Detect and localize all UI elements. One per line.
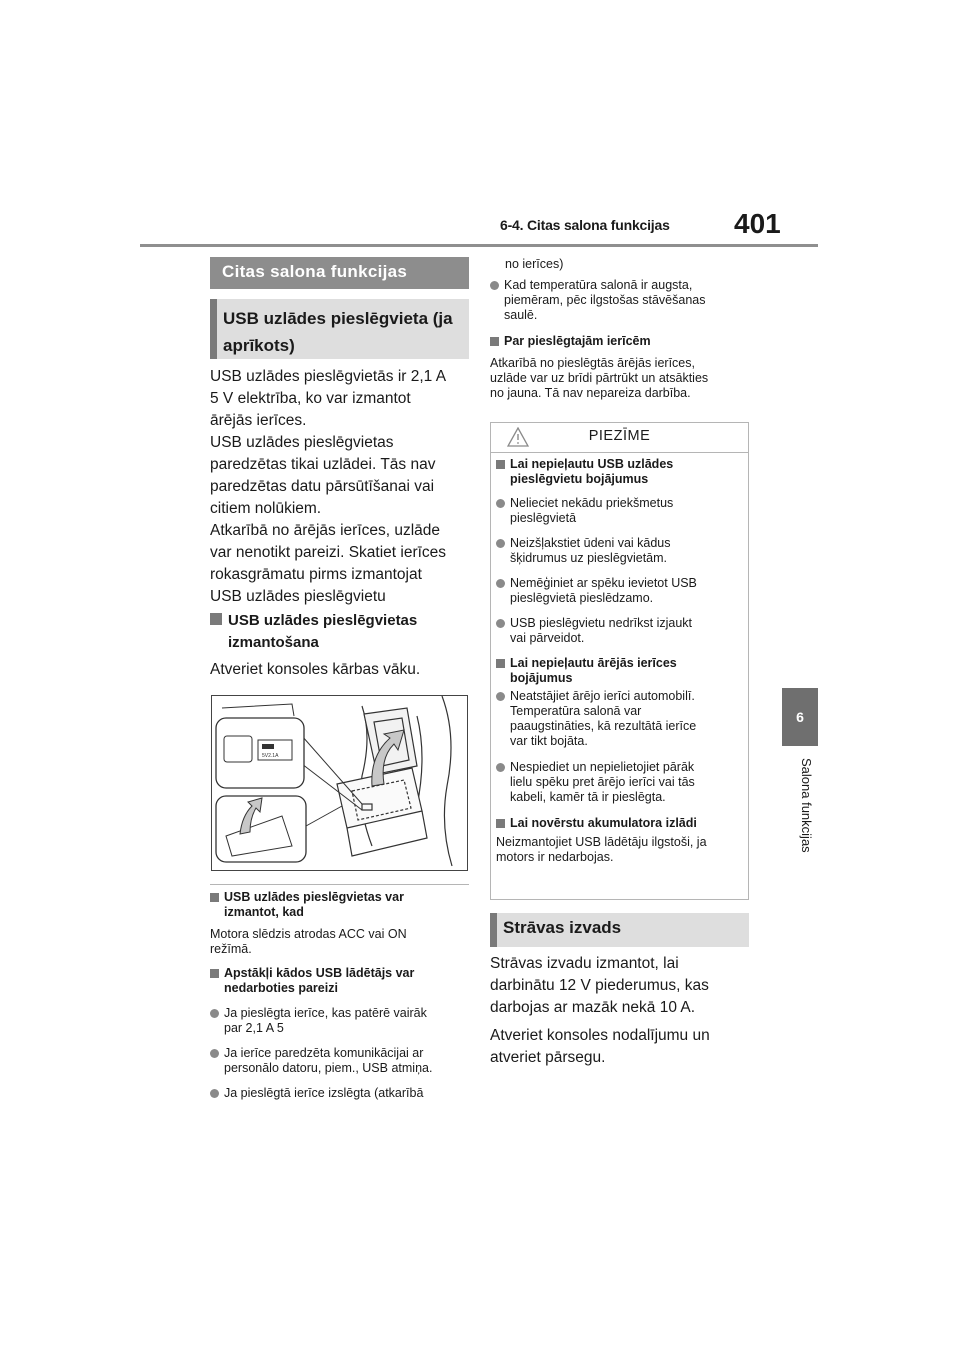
continued-text: no ierīces) <box>505 257 564 271</box>
list-item: Nespiediet un nepielietojiet pārāk lielu spēku pret ārējo ierīci vai tās kabeli, kamēr tā ir pieslēgta. <box>496 760 744 805</box>
usage-heading: USB uzlādes pieslēgvietas izmantošana <box>210 610 472 654</box>
list-item: Neatstājiet ārējo ierīci automobilī. Temperatūra salonā var paaugstināties, kā rezultātā ierīce var tikt bojāta. <box>496 689 744 749</box>
subsection-title-line2: aprīkots) <box>223 336 295 355</box>
list-item: USB pieslēgvietu nedrīkst izjaukt vai pārveidot. <box>496 616 744 646</box>
square-marker-icon <box>490 337 499 346</box>
illustration-rule <box>210 884 469 885</box>
notice-rule <box>491 452 748 453</box>
list-item: Ja pieslēgtā ierīce izslēgta (atkarībā <box>210 1086 472 1101</box>
intro-line: USB uzlādes pieslēgvietās ir 2,1 A <box>210 368 447 385</box>
square-marker-icon <box>496 659 505 668</box>
bullet-dot-icon <box>496 579 505 588</box>
bullet-dot-icon <box>496 499 505 508</box>
list-item: Nelieciet nekādu priekšmetus pieslēgvietā <box>496 496 744 526</box>
notice-content: Lai nepieļautu USB uzlādes pieslēgvietu bojājumus Nelieciet nekādu priekšmetus pieslēgvietā Neizšļakstiet ūdeni vai kādus šķidrumus uz pieslēgvietām. Nemēģiniet ar spēku ievietot USB pieslēgvietā pieslēdzamo. USB pieslēgvietu nedrīkst izjaukt vai pārveidot. Lai nepieļautu ārējās ierīces bojājumus Neatstājiet ārējo ierīci automobilī. Temperatūra salonā var paaugstināties, kā rezultātā ierīce var tikt bojāta. Nespiediet un nepielietojiet pārāk lielu spēku pret ārējo ierīci vai tās kabeli, kamēr tā ir pieslēgta. Lai novērstu akumulatora izlādi Neizmantojiet USB lādētāju ilgstoši, ja motors ir nedarbojas. <box>496 457 744 865</box>
intro-line: rokasgrāmatu pirms izmantojat <box>210 566 422 583</box>
bullet-dot-icon <box>496 539 505 548</box>
bullet-dot-icon <box>210 1089 219 1098</box>
bullet-dot-icon <box>496 619 505 628</box>
subsection-title <box>210 299 469 359</box>
notice-title: PIEZĪME <box>588 428 651 444</box>
bullet-dot-icon <box>496 763 505 772</box>
list-item: Ja pieslēgta ierīce, kas patērē vairāk par 2,1 A 5 <box>210 1006 472 1036</box>
subsection-title-line1: USB uzlādes pieslēgvieta (ja <box>223 309 453 328</box>
intro-line: USB uzlādes pieslēgvietu <box>210 588 386 605</box>
bullet-dot-icon <box>210 1049 219 1058</box>
square-marker-icon <box>496 819 505 828</box>
intro-line: paredzētas tikai uzlādei. Tās nav <box>210 456 436 473</box>
page-number: 401 <box>734 208 781 239</box>
header-section-title: 6-4. Citas salona funkcijas <box>500 217 670 233</box>
console-usb-illustration <box>211 695 468 871</box>
note-usb-when: USB uzlādes pieslēgvietas var izmantot, kad Motora slēdzis atrodas ACC vai ON režīmā. Apstākļi kādos USB lādētājs var nedarboties pareizi Ja pieslēgta ierīce, kas patērē vairāk par 2,1 A 5 Ja ierīce paredzēta komunikācijai ar personālo datoru, piem., USB atmiņa. Ja pieslēgtā ierīce izslēgta (atkarībā <box>210 890 472 1101</box>
intro-line: ārējās ierīces. <box>210 412 307 429</box>
connected-devices-note: Par pieslēgtajām ierīcēm Atkarībā no pieslēgtās ārējās ierīces, uzlāde var uz brīdi pārtrūkt un atsākties no jauna. Tā nav nepareiza darbība. <box>490 334 709 400</box>
power-outlet-text: Strāvas izvadu izmantot, lai darbinātu 12 V piederumus, kas darbojas ar mazāk nekā 10 A. Atveriet konsoles nodalījumu un atveriet pārsegu. <box>490 955 710 1066</box>
intro-line: paredzētas datu pārsūtīšanai vai <box>210 478 435 495</box>
intro-paragraph <box>210 366 472 608</box>
square-marker-icon <box>210 893 219 902</box>
chapter-tab-label: Salona funkcijas <box>799 758 814 853</box>
list-item: Ja ierīce paredzēta komunikācijai ar personālo datoru, piem., USB atmiņa. <box>210 1046 472 1076</box>
square-marker-icon <box>210 613 222 625</box>
intro-line: citiem nolūkiem. <box>210 500 322 517</box>
square-marker-icon <box>496 460 505 469</box>
header-rule <box>140 244 818 247</box>
square-marker-icon <box>210 969 219 978</box>
list-item: Nemēģiniet ar spēku ievietot USB pieslēgvietā pieslēdzamo. <box>496 576 744 606</box>
intro-line: var nenotikt pareizi. Skatiet ierīces <box>210 544 447 561</box>
chapter-tab[interactable]: 6 <box>782 688 818 746</box>
intro-line: Atkarībā no ārējās ierīces, uzlāde <box>210 522 441 539</box>
usage-text: Atveriet konsoles kārbas vāku. <box>210 661 421 678</box>
console-illustration-svg <box>212 696 468 871</box>
bullet-dot-icon <box>210 1009 219 1018</box>
intro-line: 5 V elektrība, ko var izmantot <box>210 390 411 407</box>
bullet-dot-icon <box>490 281 499 290</box>
heat-bullet: Kad temperatūra salonā ir augsta, piemēram, pēc ilgstošas stāvēšanas saulē. <box>490 278 752 323</box>
power-outlet-title: Strāvas izvads <box>490 913 749 947</box>
section-title: Citas salona funkcijas <box>210 257 469 289</box>
list-item: Neizšļakstiet ūdeni vai kādus šķidrumus uz pieslēgvietām. <box>496 536 744 566</box>
bullet-dot-icon <box>496 692 505 701</box>
intro-line: USB uzlādes pieslēgvietas <box>210 434 394 451</box>
usb-port-label: 5V2.1A <box>262 753 279 759</box>
